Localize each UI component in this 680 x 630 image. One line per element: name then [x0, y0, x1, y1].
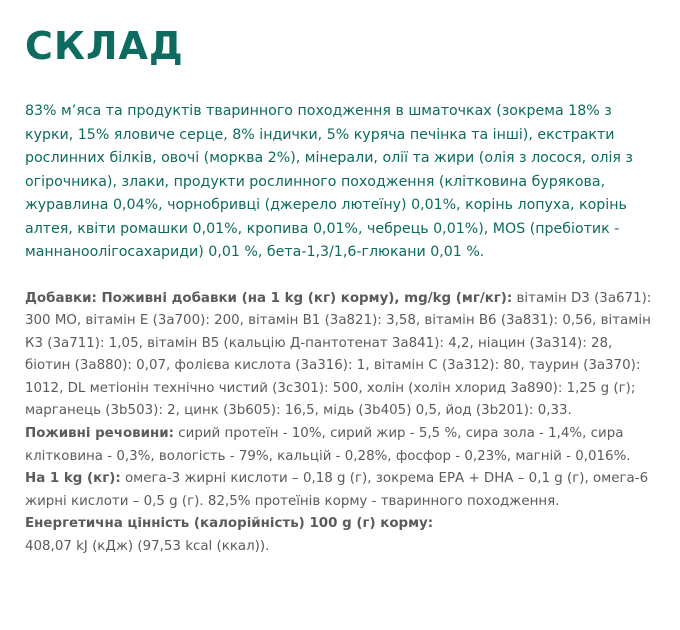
additives-text: вітамін D3 (3a671): 300 МО, вітамін Е (3a700): 200, вітамін В1 (3a821): 3,58, вітамін В6 (3a831): 0,56, вітамін К3 (3a711): 1,05, вітамін В5 (кальцію Д-пантотенат 3a841): 4,2, ніацин (3a314): 28, біотин (3a880): 0,07, фолієва кислота (3a316): 1, вітамін С (3a312): 80, таурин (3a370): 1012, DL метіонін технічно чистий (3c301): 500, холін (холін хлорид 3a890): 1,25 g (г); марганець (3b503): 2, цинк (3b605): 16,5, мідь (3b405) 0,5, йод (3b201): 0,33.: [25, 290, 652, 419]
energy-text: 408,07 kJ (кДж) (97,53 kcal (ккал)).: [25, 539, 270, 555]
composition-panel: [25, 18, 660, 559]
additives-section: [25, 288, 660, 559]
per-kg-text: омега-3 жирні кислоти – 0,18 g (г), зокрема ЕРА + DHA – 0,1 g (г), омега-6 жирні кислоти – 0,5 g (г). 82,5% протеїнів корму - тваринного походження.: [25, 471, 649, 509]
energy-paragraph: [25, 513, 660, 558]
page-title: СКЛАД: [25, 24, 184, 68]
additives-label: Добавки: Поживні добавки (на 1 kg (кг) корму), mg/kg (мг/кг):: [25, 290, 513, 306]
per-kg-label: На 1 kg (кг):: [25, 471, 121, 487]
nutrients-text: сирий протеїн - 10%, сирий жир - 5,5 %, сира зола - 1,4%, сира клітковина - 0,3%, вологість - 79%, кальцій - 0,28%, фосфор - 0,23%, магній - 0,016%.: [25, 426, 631, 464]
additives-paragraph: [25, 288, 660, 424]
composition-text: 83% м’яса та продуктів тваринного походження в шматочках (зокрема 18% з курки, 15% яловиче серце, 8% індички, 5% куряча печінка та інші), екстракти рослинних білків, овочі (морква 2%), мінерали, олії та жири (олія з лосося, олія з огірочника), злаки, продукти рослинного походження (клітковина бурякова, журавлина 0,04%, чорнобривці (джерело лютеїну) 0,01%, корінь лопуха, корінь алтея, квіти ромашки 0,01%, кропива 0,01%, чебрець 0,01%), MOS (пребіотик - маннаноолігосахариди) 0,01 %, бета-1,3/1,6-глюкани 0,01 %.: [25, 103, 633, 260]
nutrients-label: Поживні речовини:: [25, 426, 174, 442]
per-kg-paragraph: [25, 468, 660, 513]
energy-label: Енергетична цінність (калорійність) 100 g (г) корму:: [25, 516, 434, 532]
nutrients-paragraph: [25, 423, 660, 468]
